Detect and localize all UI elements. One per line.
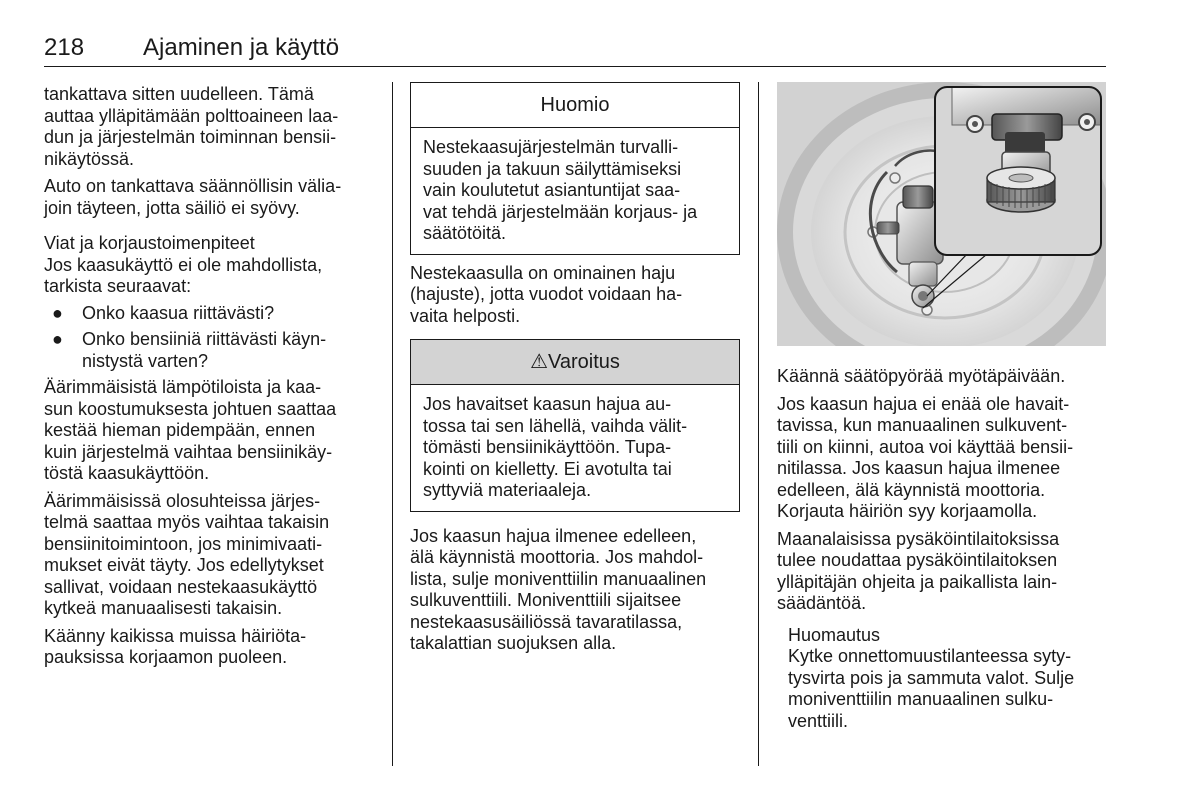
paragraph: Nestekaasulla on ominainen haju (hajuste), jotta vuodot voidaan ha- vaita helposti. xyxy=(410,262,683,326)
bullet-icon: ● xyxy=(52,329,63,349)
warning-triangle-icon: ⚠ xyxy=(530,351,549,373)
subheading-troubleshooting: Viat ja korjaustoimenpiteet xyxy=(44,233,255,253)
bullet-item: ● Onko kaasua riittävästi? xyxy=(52,302,275,323)
column-right xyxy=(777,366,1107,732)
column-left xyxy=(44,84,384,675)
warning-box xyxy=(410,339,740,512)
warning-body: Jos havaitset kaasun hajua au- tossa tai sen lähellä, vaihda välit- tömästi bensiinikäyttöön. Tupa- kointi on kielletty. Ei avotulta tai syttyviä materiaaleja. xyxy=(423,394,688,500)
caution-body: Nestekaasujärjestelmän turvalli- suuden ja takuun säilyttämiseksi vain koulutetut asiantuntijat saa- vat tehdä järjestelmään korjaus- ja säätötöitä. xyxy=(423,137,698,243)
paragraph: tankattava sitten uudelleen. Tämä auttaa ylläpitämään polttoaineen laa- dun ja järjestelmän toiminnan bensii- nikäytössä. xyxy=(44,84,339,169)
paragraph: Jos kaasun hajua ilmenee edelleen, älä käynnistä moottoria. Jos mahdol- lista, sulje moniventtiilin manuaalinen sulkuventtiili. Moniventtiili sijaitsee nestekaasusäiliössä tavaratilassa, takalattian suojuksen alla. xyxy=(410,525,707,653)
bullet-icon: ● xyxy=(52,302,63,323)
page-number: 218 xyxy=(44,34,85,61)
paragraph: Auto on tankattava säännöllisin välia- join täyteen, jotta säiliö ei syövy. xyxy=(44,176,342,218)
paragraph: Jos kaasun hajua ei enää ole havait- tavissa, kun manuaalinen sulkuvent- tiili on kiinni, autoa voi käyttää bensii- nitilassa. Jos kaasun hajua ilmenee edelleen, älä käynnistä moottoria. Korjauta häiriön syy korjaamolla. xyxy=(777,393,1074,521)
bullet-item: ● Onko bensiiniä riittävästi käyn- nistystä varten? xyxy=(52,329,327,371)
note-title: Huomautus xyxy=(788,624,881,645)
column-middle xyxy=(410,82,740,661)
header-rule xyxy=(44,66,1106,67)
paragraph: Äärimmäisissä olosuhteissa järjes- telmä saattaa myös vaihtaa takaisin bensiinitoimintoon, jos minimivaati- mukset eivät täyty. Jos edellytykset sallivat, voidaan nestekaasukäyttö kytkeä manuaalisesti takaisin. xyxy=(44,490,330,618)
note-block xyxy=(777,625,1107,733)
paragraph: Maanalaisissa pysäköintilaitoksissa tulee noudattaa pysäköintilaitoksen ylläpitäjän ohjeita ja paikallista lain- säädäntöä. xyxy=(777,528,1060,613)
warning-title: Varoitus xyxy=(548,351,620,373)
column-divider-right xyxy=(758,82,759,766)
paragraph: Jos kaasukäyttö ei ole mahdollista, tarkista seuraavat: xyxy=(44,254,323,296)
multivalve-illustration xyxy=(777,82,1106,346)
section-title: Ajaminen ja käyttö xyxy=(143,34,340,61)
paragraph: Käännä säätöpyörää myötäpäivään. xyxy=(777,366,1066,386)
note-body: Kytke onnettomuustilanteessa syty- tysvirta pois ja sammuta valot. Sulje moniventtiilin manuaalinen sulku- venttiili. xyxy=(788,646,1075,731)
paragraph: Äärimmäisistä lämpötiloista ja kaa- sun koostumuksesta johtuen saattaa kestää hieman pidempään, ennen kuin järjestelmä vaihtaa bensiinikäy- töstä kaasukäyttöön. xyxy=(44,377,337,483)
paragraph: Käänny kaikissa muissa häiriöta- pauksissa korjaamon puoleen. xyxy=(44,625,307,667)
caution-box xyxy=(410,82,740,255)
column-divider-left xyxy=(392,82,393,766)
warning-header xyxy=(411,340,739,385)
caution-title: Huomio xyxy=(411,83,739,128)
